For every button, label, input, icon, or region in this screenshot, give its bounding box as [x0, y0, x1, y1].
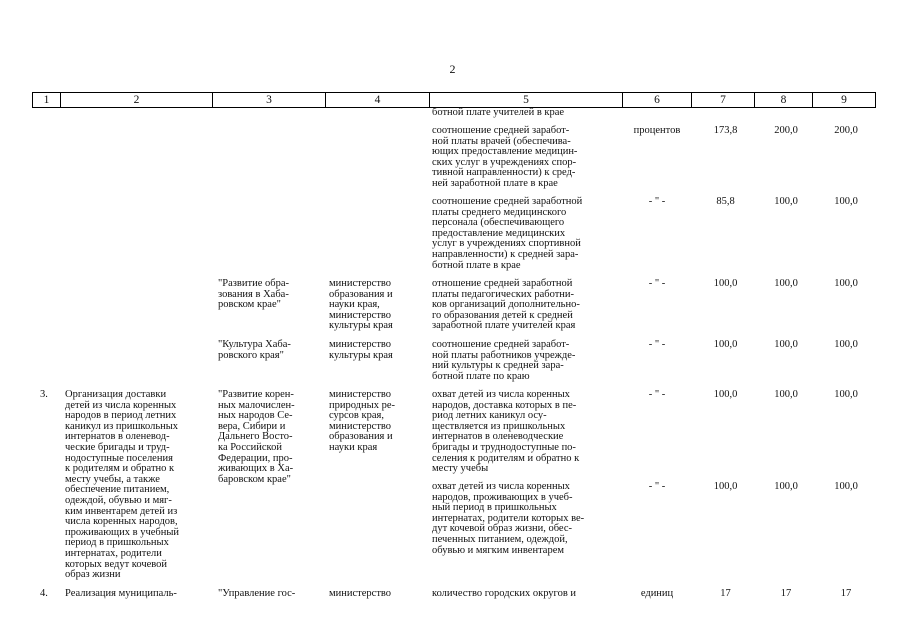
row-4-col9: 100,0: [834, 339, 858, 350]
row-4-executor: министерство культуры края: [329, 339, 393, 361]
row-4-unit: - " -: [648, 339, 666, 350]
row-7-col7: 17: [720, 588, 731, 599]
row-3-unit: - " -: [648, 278, 666, 289]
row-1-indicator: соотношение средней заработ- ной платы врачей (обеспечива- ющих предоставление медицин- ских услуг в учреждениях спор- тивной направленности) к сред- ней заработной плате в крае: [432, 125, 578, 189]
page-number: 2: [449, 62, 456, 76]
row-5-activity: Организация доставки детей из числа коренных народов в период летних каникул из пришкольных интернатов в оленевод- ческие бригады и труд- нодоступные поселения к родителям и обратно к месту учебы, а также обеспечение питанием, одеждой, обувью и мяг- ким инвентарем детей из числа коренных народов, проживающих в учебный период в пришкольных интернатах, родители которых ведут кочевой образ жизни: [65, 389, 180, 581]
row-1-col9: 200,0: [834, 125, 858, 136]
row-7-col9: 17: [840, 588, 852, 599]
row-7-number: 4.: [40, 588, 48, 599]
row-7-program: "Управление гос-: [218, 588, 296, 599]
row-3-indicator: отношение средней заработной платы педагогических работни- ков организаций дополнительно- го образования детей к средней заработной плате учителей края: [432, 278, 580, 332]
header-col-7: 7: [692, 93, 755, 107]
row-7-executor: министерство: [329, 588, 392, 599]
row-5-indicator: охват детей из числа коренных народов, доставка которых в пе- риод летних каникул осу- ществляется из пришкольных интернатов в оленеводческие бригады и труднодоступные по- селения к родителям и обратно к месту учебы: [432, 389, 580, 475]
row-4-col7: 100,0: [713, 339, 738, 350]
row-5-col7: 100,0: [713, 389, 738, 400]
row-5-col8: 100,0: [774, 389, 798, 400]
row-7-unit: единиц: [640, 588, 674, 599]
header-col-9: 9: [841, 94, 847, 106]
header-col-2: 2: [61, 93, 213, 107]
table-header-row: [32, 92, 876, 108]
header-col-1: 1: [33, 93, 61, 107]
row-2-col8: 100,0: [774, 196, 798, 207]
row-2-indicator: соотношение средней заработной платы среднего медицинского персонала (обеспечивающего предоставление медицинских услуг в учреждениях спортивной направленности) к средней зара- ботной плате в крае: [432, 196, 583, 271]
row-4-indicator: соотношение средней заработ- ной платы работников учрежде- ний культуры к средней зара- ботной плате по краю: [432, 339, 576, 382]
row-5-col9: 100,0: [834, 389, 858, 400]
row-7-col8: 17: [780, 588, 792, 599]
row-3-col7: 100,0: [713, 278, 738, 289]
row-3-executor: министерство образования и науки края, министерство культуры края: [329, 278, 393, 332]
row-1-col7: 173,8: [713, 125, 738, 136]
row-3-program: "Развитие обра- зования в Хаба- ровском крае": [218, 278, 290, 311]
header-col-4: 4: [326, 93, 430, 107]
row-4-col8: 100,0: [774, 339, 798, 350]
row-0-indicator: ботной плате учителей в крае: [432, 107, 565, 118]
row-1-unit: процентов: [633, 125, 681, 136]
row-3-col9: 100,0: [834, 278, 858, 289]
header-col-3: 3: [213, 93, 326, 107]
header-col-6: 6: [623, 93, 692, 107]
row-7-activity: Реализация муниципаль-: [65, 588, 177, 599]
row-3-col8: 100,0: [774, 278, 798, 289]
row-5-program: "Развитие корен- ных малочислен- ных народов Се- вера, Сибири и Дальнего Восто- ка Российской Федерации, про- живающих в Ха- баровском крае": [218, 389, 295, 485]
row-5-number: 3.: [40, 389, 48, 400]
header-col-5: 5: [430, 93, 623, 107]
header-col-8: 8: [755, 93, 813, 107]
row-7-indicator: количество городских округов и: [432, 588, 577, 599]
row-6-indicator: охват детей из числа коренных народов, проживающих в учеб- ный период в пришкольных интернатах, родители которых ве- дут кочевой образ жизни, обес- печенных питанием, одеждой, обувью и мягким инвентарем: [432, 481, 585, 556]
row-6-unit: - " -: [648, 481, 666, 492]
row-6-col9: 100,0: [834, 481, 858, 492]
row-2-unit: - " -: [648, 196, 666, 207]
row-2-col9: 100,0: [834, 196, 858, 207]
row-5-unit: - " -: [648, 389, 666, 400]
row-1-col8: 200,0: [774, 125, 798, 136]
row-5-executor: министерство природных ре- сурсов края, министерство образования и науки края: [329, 389, 395, 453]
row-6-col8: 100,0: [774, 481, 798, 492]
row-4-program: "Культура Хаба- ровского края": [218, 339, 291, 361]
row-2-col7: 85,8: [716, 196, 735, 207]
row-6-col7: 100,0: [713, 481, 738, 492]
